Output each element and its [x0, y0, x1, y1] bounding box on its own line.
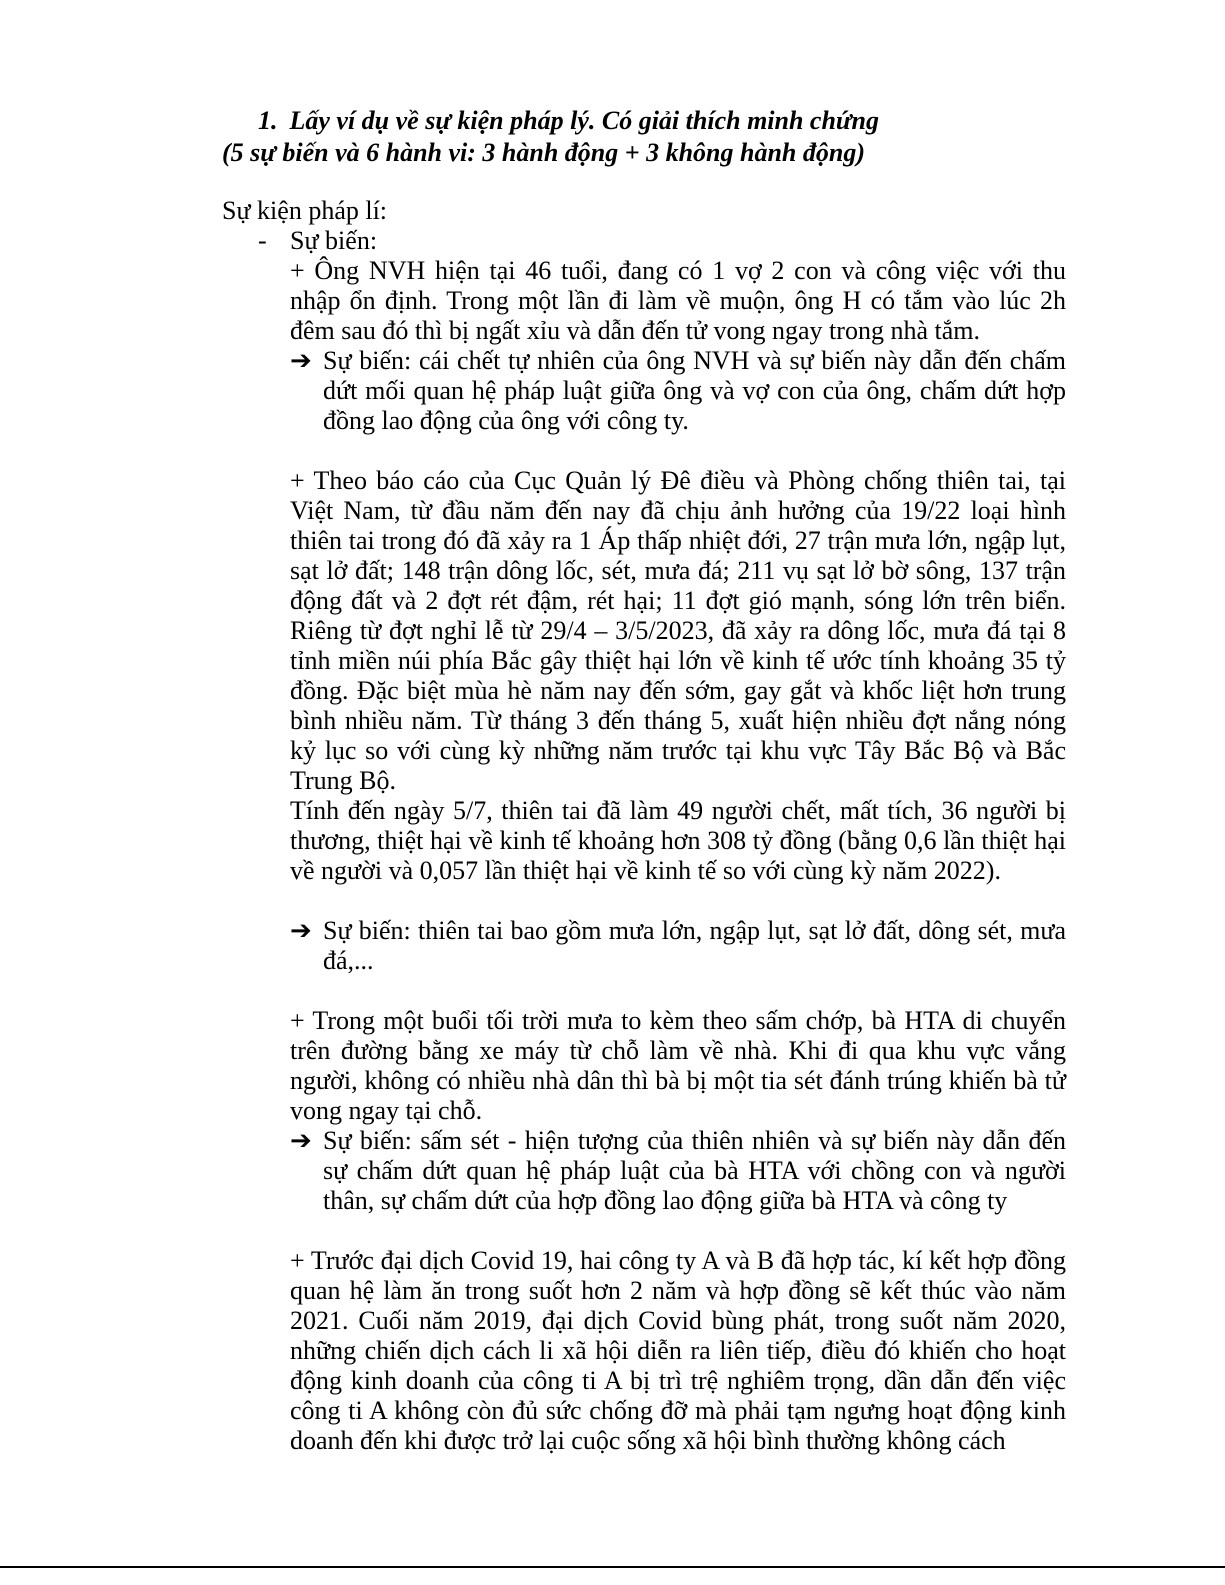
paragraph: + Ông NVH hiện tại 46 tuổi, đang có 1 vợ 2 con và công việc với thu nhập ổn định. Trong một lần đi làm về muộn, ông H có tắm vào lúc 2h đêm sau đó thì bị ngất xỉu và dẫn đến tử vong ngay trong nhà tắm. — [290, 256, 1066, 345]
arrow-right-icon: ➔ — [290, 346, 312, 375]
example-2-text — [290, 466, 1066, 886]
example-1-text — [290, 256, 1066, 346]
heading-title: Lấy ví dụ về sự kiện pháp lý. Có giải thích minh chứng — [289, 106, 879, 135]
example-3-conclusion — [290, 1126, 1066, 1216]
example-4-text — [290, 1246, 1066, 1456]
dash-marker: - — [258, 226, 267, 255]
paragraph: + Theo báo cáo của Cục Quản lý Đê điều và Phòng chống thiên tai, tại Việt Nam, từ đầu năm đến nay đã chịu ảnh hưởng của 19/22 loại hình thiên tai trong đó đã xảy ra 1 Áp thấp nhiệt đới, 27 trận mưa lớn, ngập lụt, sạt lở đất; 148 trận dông lốc, sét, mưa đá; 211 vụ sạt lở bờ sông, 137 trận động đất và 2 đợt rét đậm, rét hại; 11 đợt gió mạnh, sóng lớn trên biển. Riêng từ đợt nghỉ lễ từ 29/4 – 3/5/2023, đã xảy ra dông lốc, mưa đá tại 8 tỉnh miền núi phía Bắc gây thiệt hại lớn về kinh tế ước tính khoảng 35 tỷ đồng. Đặc biệt mùa hè năm nay đến sớm, gay gắt và khốc liệt hơn trung bình nhiều năm. Từ tháng 3 đến tháng 5, xuất hiện nhiều đợt nắng nóng kỷ lục so với cùng kỳ những năm trước tại khu vực Tây Bắc Bộ và Bắc Trung Bộ. — [290, 466, 1066, 795]
paragraph: Tính đến ngày 5/7, thiên tai đã làm 49 người chết, mất tích, 36 người bị thương, thiệt hại về kinh tế khoảng hơn 308 tỷ đồng (bằng 0,6 lần thiệt hại về người và 0,057 lần thiệt hại về kinh tế so với cùng kỳ năm 2022). — [290, 796, 1066, 885]
question-heading — [222, 105, 1082, 169]
example-1-conclusion — [290, 346, 1066, 436]
paragraph: + Trong một buổi tối trời mưa to kèm theo sấm chớp, bà HTA di chuyển trên đường bằng xe máy từ chỗ làm về nhà. Khi đi qua khu vực vắng người, không có nhiều nhà dân thì bà bị một tia sét đánh trúng khiến bà tử vong ngay tại chỗ. — [290, 1006, 1066, 1125]
page-bottom-rule — [0, 1566, 1225, 1568]
bullet-su-bien — [258, 226, 377, 256]
section-label: Sự kiện pháp lí: — [222, 196, 388, 225]
heading-number: 1. — [258, 106, 278, 135]
example-2-conclusion — [290, 916, 1066, 976]
arrow-right-icon: ➔ — [290, 1126, 312, 1155]
conclusion-text: Sự biến: cái chết tự nhiên của ông NVH và sự biến này dẫn đến chấm dứt mối quan hệ pháp luật giữa ông và vợ con của ông, chấm dứt hợp đồng lao động của ông với công ty. — [323, 346, 1066, 435]
arrow-right-icon: ➔ — [290, 916, 312, 945]
conclusion-text: Sự biến: thiên tai bao gồm mưa lớn, ngập lụt, sạt lở đất, dông sét, mưa đá,... — [323, 916, 1066, 975]
example-3-text — [290, 1006, 1066, 1126]
bullet-label: Sự biến: — [290, 226, 378, 255]
conclusion-text: Sự biến: sấm sét - hiện tượng của thiên nhiên và sự biến này dẫn đến sự chấm dứt quan hệ pháp luật của bà HTA với chồng con và người thân, sự chấm dứt của hợp đồng lao động giữa bà HTA và công ty — [323, 1126, 1066, 1215]
heading-line-2: (5 sự biến và 6 hành vi: 3 hành động + 3 không hành động) — [222, 138, 865, 167]
paragraph: + Trước đại dịch Covid 19, hai công ty A và B đã hợp tác, kí kết hợp đồng quan hệ làm ăn trong suốt hơn 2 năm và hợp đồng sẽ kết thúc vào năm 2021. Cuối năm 2019, đại dịch Covid bùng phát, trong suốt năm 2020, những chiến dịch cách li xã hội diễn ra liên tiếp, điều đó khiến cho hoạt động kinh doanh của công ti A bị trì trệ nghiêm trọng, dần dẫn đến việc công ti A không còn đủ sức chống đỡ mà phải tạm ngưng hoạt động kinh doanh đến khi được trở lại cuộc sống xã hội bình thường không cách — [290, 1246, 1066, 1455]
heading-line-1 — [222, 105, 1082, 137]
